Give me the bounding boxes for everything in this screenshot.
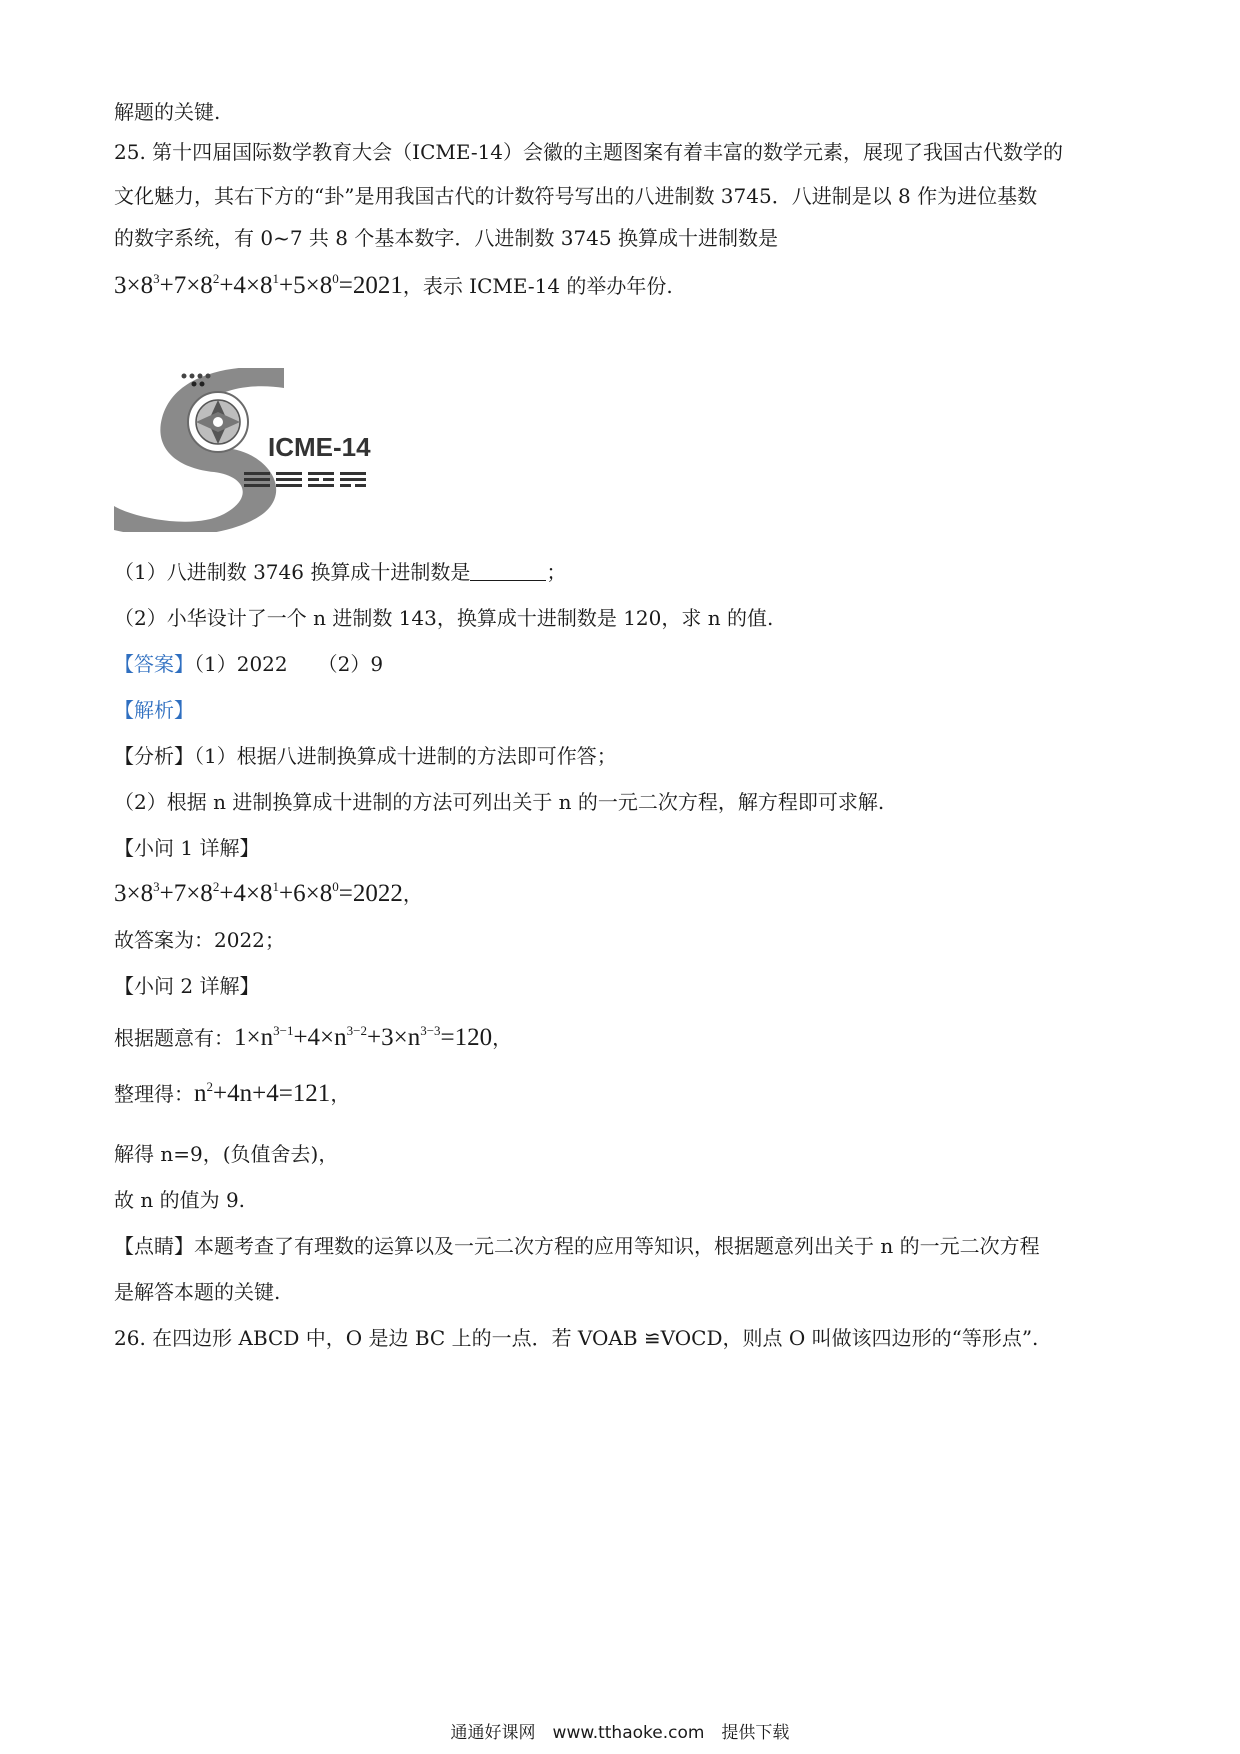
conclusion-line: 故 n 的值为 9. [114,1188,246,1212]
subquestion-1-heading: 【小问 1 详解】 [114,836,260,860]
equation-line-n-base: 根据题意有：$1\times n^{3-1}+4\times n^{3-2}+3\times n^{3-3}=120$， [114,1023,513,1051]
analysis-heading: 【解析】 [114,698,194,722]
subquestion-2-heading: 【小问 2 详解】 [114,974,260,998]
answer-line: 【答案】（1）2022 （2）9 [114,652,384,676]
fenxi-line-2: （2）根据 n 进制换算成十进制的方法可列出关于 n 的一元二次方程，解方程即可求解. [114,790,885,814]
equation-line-octal-2022: $3\times 8^3+7\times 8^2+4\times 8^1+6\times 8^0=2022$， [114,879,423,907]
problem-25-line-3: 的数字系统，有 0~7 共 8 个基本数字．八进制数 3745 换算成十进制数是 [114,226,778,250]
text-line: 解题的关键. [114,100,221,124]
fenxi-line: 【分析】（1）根据八进制换算成十进制的方法即可作答； [114,744,617,768]
equation-line-octal-2021: $3\times 8^3+7\times 8^2+4\times 8^1+5\times 8^0=2021$，表示 ICME-14 的举办年份. [114,271,673,299]
equation-octal-2021: $3\times 8^3+7\times 8^2+4\times 8^1+5\times 8^0=2021$ [114,271,403,299]
equation-simplified: $n^2+4n+4=121$ [194,1079,331,1107]
problem-25-line-2: 文化魅力，其右下方的“卦”是用我国古代的计数符号写出的八进制数 3745．八进制是以 8 作为进位基数 [114,184,1038,208]
icme-14-logo-text: ICME-14 [268,432,371,462]
answer-tag: 【答案】 [114,652,194,676]
solve-line: 解得 n=9，(负值舍去)， [114,1142,339,1166]
equation-n-base: $1\times n^{3-1}+4\times n^{3-2}+3\times n^{3-3}=120$ [234,1023,493,1051]
problem-26-line: 26. 在四边形 ABCD 中，O 是边 BC 上的一点．若 VOAB ≌VOCD，则点 O 叫做该四边形的“等形点”. [114,1326,1039,1350]
problem-25-line-1: 25. 第十四届国际数学教育大会（ICME-14）会徽的主题图案有着丰富的数学元素，展现了我国古代数学的 [114,140,1064,164]
dianjing-line: 【点睛】本题考查了有理数的运算以及一元二次方程的应用等知识，根据题意列出关于 n 的一元二次方程 [114,1234,1040,1258]
equation-octal-2022: $3\times 8^3+7\times 8^2+4\times 8^1+6\times 8^0=2022$ [114,879,403,907]
page-footer: 通通好课网 www.tthaoke.com 提供下载 [450,1723,790,1743]
dianjing-line-2: 是解答本题的关键. [114,1280,281,1304]
equation-line-simplified: 整理得：$n^2+4n+4=121$， [114,1079,351,1107]
answer-blank [470,560,546,581]
question-1: （1）八进制数 3746 换算成十进制数是 ； [114,560,567,584]
question-2: （2）小华设计了一个 n 进制数 143，换算成十进制数是 120，求 n 的值. [114,606,774,630]
answer-1-line: 故答案为：2022； [114,928,285,952]
icme-14-logo [114,368,390,532]
